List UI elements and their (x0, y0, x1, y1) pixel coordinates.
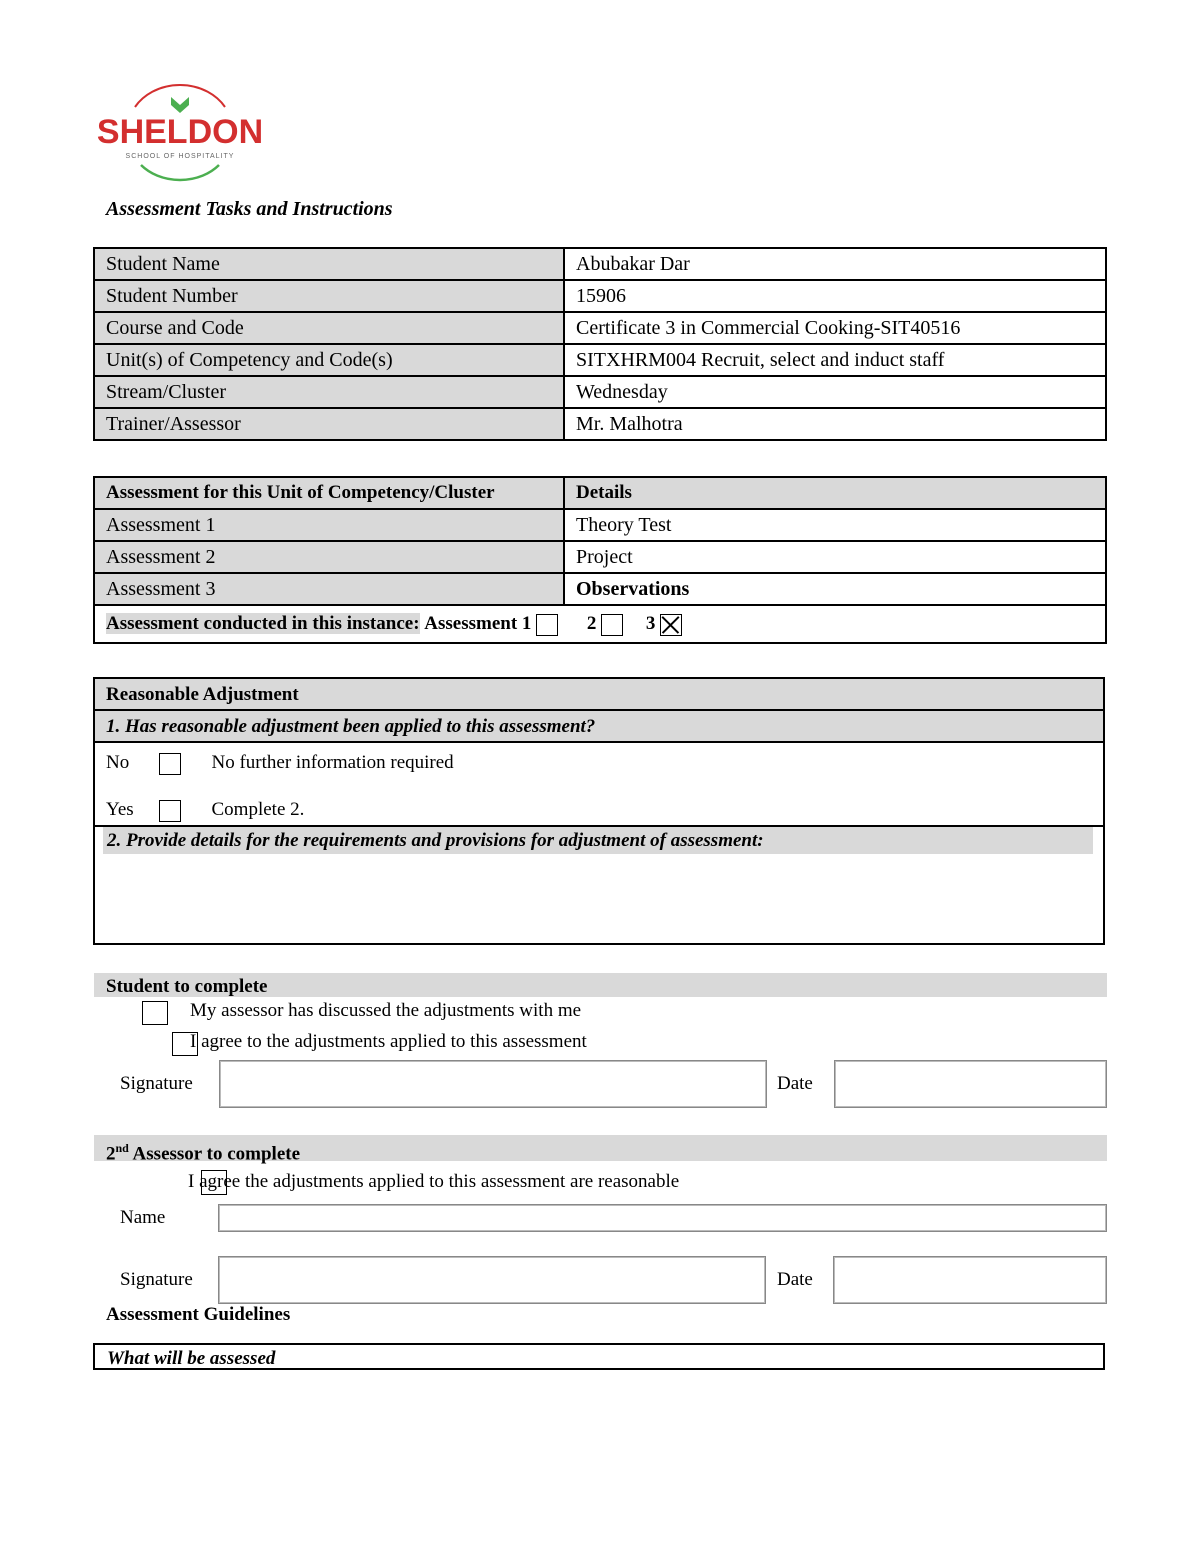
document-title: Assessment Tasks and Instructions (106, 198, 393, 220)
conducted-prefix: Assessment 1 (424, 613, 532, 634)
ra-no-label: No (106, 752, 130, 773)
ra-no-row (95, 749, 1103, 777)
stream-value: Wednesday (564, 376, 1106, 408)
assessment-3-value: Observations (564, 573, 1106, 605)
assessment-2-label: Assessment 2 (94, 541, 564, 573)
conducted-row (94, 605, 1106, 643)
assessor-section-title (94, 1135, 1107, 1165)
assessment-2-value: Project (564, 541, 1106, 573)
ra-yes-checkbox[interactable] (159, 800, 181, 822)
ra-question-2: 2. Provide details for the requirements and provisions for adjustment of assessment: (103, 827, 1093, 854)
assessment-3-checkbox[interactable] (660, 614, 682, 636)
course-label: Course and Code (94, 312, 564, 344)
student-section-title: Student to complete (94, 973, 1107, 997)
table-row (94, 280, 1106, 312)
student-date-field[interactable] (834, 1060, 1107, 1108)
logo-subtext: SCHOOL OF HOSPITALITY (125, 153, 235, 160)
assessor-signature-label: Signature (120, 1269, 193, 1290)
table-row (94, 344, 1106, 376)
assessment-1-label: Assessment 1 (94, 509, 564, 541)
assessment-2-checkbox[interactable] (601, 614, 623, 636)
reasonable-adjustment-section (93, 677, 1105, 945)
table-row (94, 376, 1106, 408)
assessor-title-sup: nd (115, 1141, 129, 1155)
logo-graphic (96, 85, 264, 185)
table-row (94, 541, 1106, 573)
ra-title: Reasonable Adjustment (95, 679, 1103, 711)
assessment-1-checkbox[interactable] (536, 614, 558, 636)
ra-no-checkbox[interactable] (159, 753, 181, 775)
assessor-date-field[interactable] (833, 1256, 1107, 1304)
student-info-table (93, 247, 1107, 441)
student-name-label: Student Name (94, 248, 564, 280)
assessor-date-label: Date (777, 1269, 813, 1290)
assessment-header-left: Assessment for this Unit of Competency/Cluster (94, 477, 564, 509)
conducted-cell (94, 605, 1106, 643)
guidelines-title: Assessment Guidelines (106, 1304, 291, 1325)
student-signature-label: Signature (120, 1073, 193, 1094)
student-discussed-label: My assessor has discussed the adjustments with me (190, 1000, 582, 1021)
assessor-signature-field[interactable] (218, 1256, 766, 1304)
table-row (94, 509, 1106, 541)
ra-yes-row (95, 796, 1103, 824)
ra-yes-text: Complete 2. (211, 799, 305, 820)
assessor-title-text: Assessor to complete (128, 1143, 301, 1165)
student-date-label: Date (777, 1073, 813, 1094)
ra-question-1: 1. Has reasonable adjustment been applied to this assessment? (95, 711, 1103, 743)
student-discussed-checkbox[interactable] (142, 1001, 168, 1025)
assessor-agree-label: I agree the adjustments applied to this assessment are reasonable (188, 1171, 680, 1192)
student-number-value: 15906 (564, 280, 1106, 312)
student-signature-field[interactable] (219, 1060, 767, 1108)
assessment-3-label: Assessment 3 (94, 573, 564, 605)
table-row (94, 573, 1106, 605)
trainer-value: Mr. Malhotra (564, 408, 1106, 440)
ra-yes-label: Yes (106, 799, 134, 820)
stream-label: Stream/Cluster (94, 376, 564, 408)
table-row (94, 248, 1106, 280)
assessment-header-right: Details (564, 477, 1106, 509)
course-value: Certificate 3 in Commercial Cooking-SIT40516 (564, 312, 1106, 344)
assessment-table (93, 476, 1107, 644)
what-assessed-header: What will be assessed (93, 1343, 1105, 1370)
ra-no-text: No further information required (211, 752, 454, 773)
student-number-label: Student Number (94, 280, 564, 312)
assessor-title-number: 2 (106, 1143, 116, 1165)
ra-details-area[interactable] (95, 857, 1103, 941)
trainer-label: Trainer/Assessor (94, 408, 564, 440)
student-name-value: Abubakar Dar (564, 248, 1106, 280)
logo-text: SHELDON (96, 113, 264, 151)
table-row (94, 312, 1106, 344)
table-row (94, 408, 1106, 440)
student-agree-label: I agree to the adjustments applied to this assessment (190, 1031, 587, 1052)
unit-value: SITXHRM004 Recruit, select and induct staff (564, 344, 1106, 376)
sheldon-logo (96, 85, 264, 185)
table-header-row (94, 477, 1106, 509)
assessor-name-label: Name (120, 1207, 166, 1228)
option-2-label: 2 (586, 613, 597, 634)
assessor-name-field[interactable] (218, 1204, 1107, 1232)
unit-label: Unit(s) of Competency and Code(s) (94, 344, 564, 376)
conducted-label: Assessment conducted in this instance: (106, 613, 420, 634)
assessment-1-value: Theory Test (564, 509, 1106, 541)
option-3-label: 3 (645, 613, 656, 634)
